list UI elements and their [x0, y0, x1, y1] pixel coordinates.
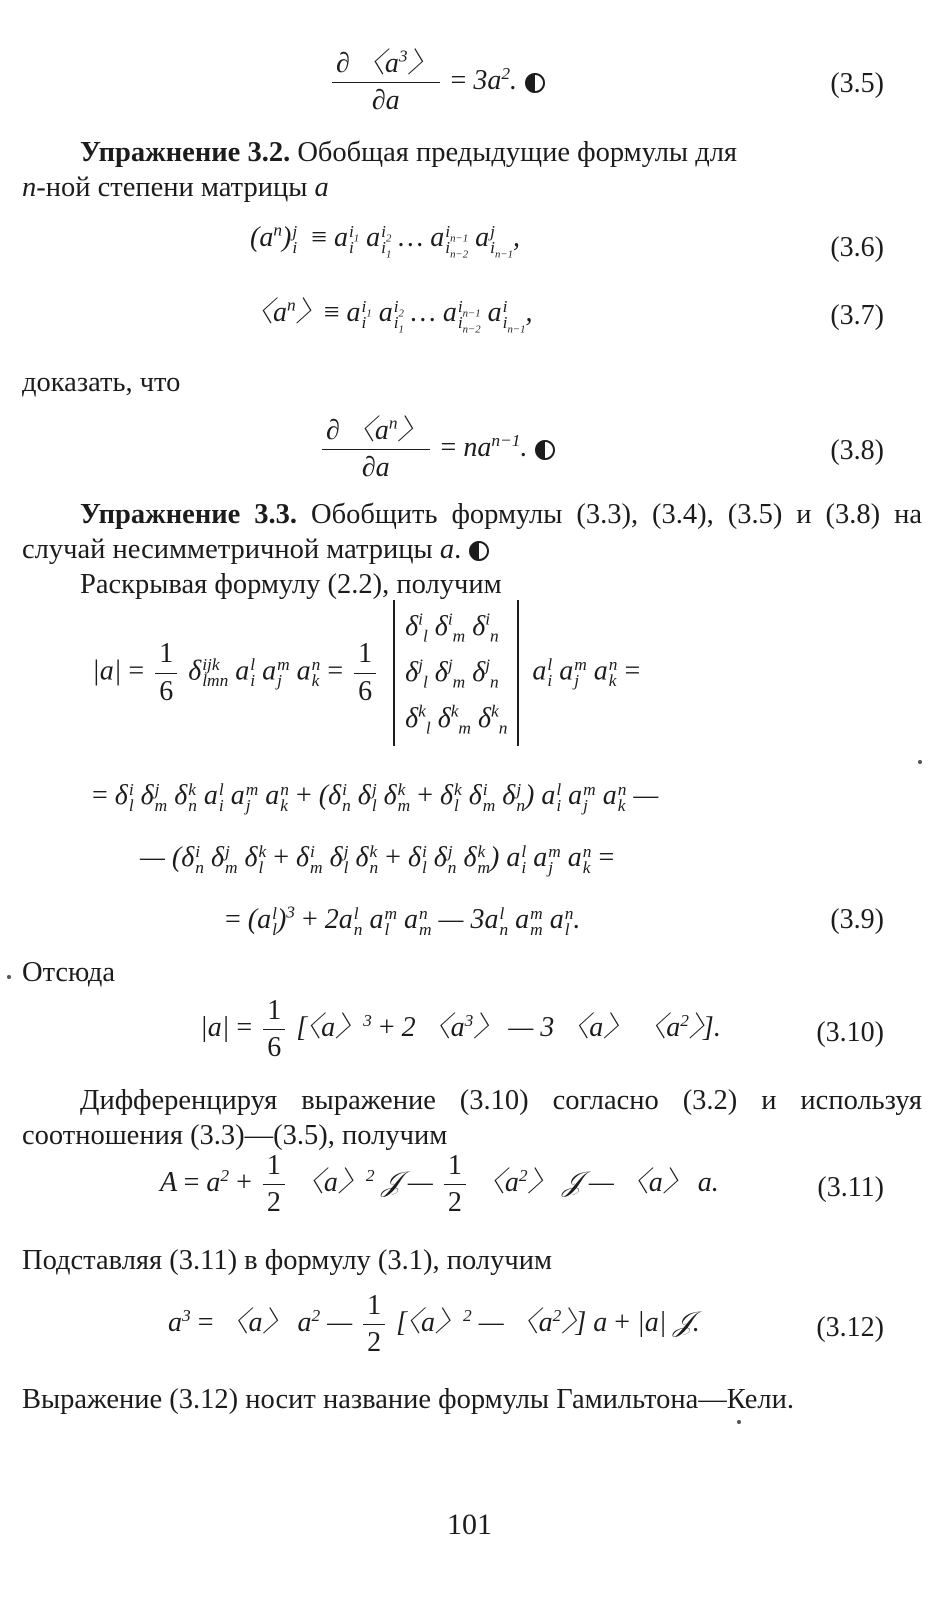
exercise-3-3: Упражнение 3.3. Обобщить формулы (3.3), (3.4), (3.5) и (3.8) на случай несимметричной матрицы a. Раскрывая формулу (2.2), получим — [22, 499, 922, 600]
determinant-matrix: $\delta^i_l$ $\delta^i_m$ $\delta^i_n$ $\delta^j_l$ $\delta^j_m$ $\delta^j_n$ $\delta^k_l$ $\delta^k_m$ $\delta^k_n$ — [393, 600, 519, 746]
scan-speck — [737, 1420, 741, 1424]
equation-number: (3.10) — [816, 1017, 884, 1048]
equation-number: (3.7) — [830, 300, 884, 331]
scan-speck — [918, 760, 922, 764]
equation-number: (3.11) — [817, 1172, 884, 1203]
prove-line — [22, 365, 922, 400]
differentiating-paragraph — [22, 1083, 922, 1153]
substituting-line — [22, 1243, 922, 1278]
equation-number: (3.8) — [830, 435, 884, 466]
exercise-3-2: Упражнение 3.2. Обобщая предыдущие формулы для n-ной степени матрицы a — [22, 137, 738, 203]
paragraph-text: Дифференцируя выражение (3.10) согласно (3.2) и используя соотношения (3.3)—(3.5), получим — [22, 1085, 922, 1151]
paragraph-text: Обобщая предыдущие формулы для — [290, 137, 738, 168]
end-of-exercise-icon — [535, 440, 555, 460]
end-of-exercise-icon — [469, 541, 489, 561]
page-number: 101 — [447, 1508, 492, 1541]
end-of-exercise-icon — [525, 73, 545, 93]
exercise-label: Упражнение 3.3. — [80, 499, 298, 530]
equation-number: (3.12) — [816, 1312, 884, 1343]
conclusion-paragraph — [22, 1382, 922, 1417]
equation-number: (3.9) — [830, 904, 884, 935]
equation-number: (3.6) — [830, 232, 884, 263]
hence-line — [22, 955, 922, 990]
equation-number: (3.5) — [830, 68, 884, 99]
paragraph-text: Обобщить формулы (3.3), (3.4), (3.5) и (3.8) на случай несимметричной матрицы — [22, 499, 922, 565]
paragraph-text: доказать, что — [22, 367, 181, 398]
scan-speck — [7, 975, 11, 979]
paragraph-text: Подставляя (3.11) в формулу (3.1), получим — [22, 1245, 553, 1276]
book-page: $\frac{\partial 〈a^3〉}{\partial a}$ = $3a^2$. (3.5) Упражнение 3.2. Обобщая предыдущие формулы для n-ной степени матрицы a $(a^n)$ j i ≡ a $i_1$ i a $i_2$ $i_1$ … a $i_{n-1}$ $i_{n-2}$ a j $i_{n-1}$ , (3.6) 〈$a^n$〉≡ a $i_1$ i a $i_2$ $i_1$ … a $i_{n-1}$ $i_{n-2}$ a i $i_{n-1}$ , (3.7) доказать, что $\frac{\partial 〈a^n〉}{\partial a}$ = $na^{n-1}$. (3.8) Упражнение 3.3. Обобщить формулы (3.3), (3.4), (3.5) и (3.8) на случай несимметричной матрицы a. Раскрывая формулу (2.2), получим |a| = $\frac{1}{6}$ δ ijk lmn a l i a m j a n k = $\frac{1}{6}$ $\delta^i_l$ $\delta^i_m$ $\delta^i_n$ $\delta^j_l$ $\delta^j_m$ $\delta^j_n$ $\delta^k_l$ $\delta^k_m$ $\delta^k_n$ a l i a m j a n k = = δ i l δ j m δ k n a l i a m j a n k + (δ i n δ j l δ k m + δ k l δ i m δ j n ) a l i a m j a n k — — (δ i n δ j m δ k l + δ i m δ j l δ k n + δ i l δ j n δ k m ) a l i a m j a n k = = (a l l )$^3$ + 2a l n a m l a n m — 3a l n a m m a n l . (3.9) Отсюда |a| = $\frac{1}{6}$ [〈a〉$^3$ + 2 〈$a^3$〉 — 3 〈a〉 〈$a^2$〉]. (3.10) Дифференцируя выражение (3.10) согласно (3.2) и используя соотношения (3.3)—(3.5), получим $A = a^2$ + $\frac{1}{2}$ 〈a〉$^2$ 𝒥 — $\frac{1}{2}$ 〈$a^2$〉 𝒥 — 〈a〉 a. (3.11) Подставляя (3.11) в формулу (3.1), получим $a^3$ = 〈a〉 $a^2$ — $\frac{1}{2}$ [〈a〉$^2$ — 〈$a^2$〉] a + |a| 𝒥. (3.12) Выражение (3.12) носит название формулы Гамильтона—Кели. 101 — [0, 0, 939, 1600]
paragraph-text: Выражение (3.12) носит название формулы Гамильтона—Кели. — [22, 1384, 794, 1415]
paragraph-text: Отсюда — [22, 957, 116, 988]
paragraph-text: -ной степени матрицы — [36, 172, 315, 203]
paragraph-text: Раскрывая формулу (2.2), получим — [80, 569, 502, 600]
exercise-label: Упражнение 3.2. — [80, 137, 291, 168]
